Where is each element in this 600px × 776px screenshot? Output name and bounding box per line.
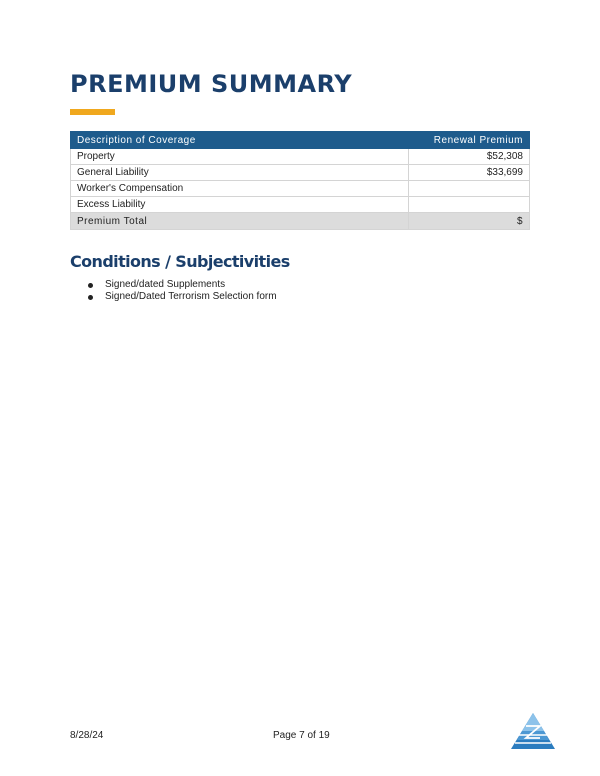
coverage-description: Excess Liability	[71, 197, 409, 213]
conditions-heading: Conditions / Subjectivities	[70, 252, 290, 271]
premium-total-value: $	[409, 213, 530, 230]
table-row	[71, 197, 530, 213]
list-item	[88, 279, 277, 291]
column-header-description: Description of Coverage	[71, 132, 409, 149]
coverage-premium	[409, 181, 530, 197]
conditions-list	[88, 279, 277, 303]
footer-date: 8/28/24	[70, 730, 104, 741]
coverage-description: General Liability	[71, 165, 409, 181]
coverage-premium: $33,699	[409, 165, 530, 181]
condition-text: Signed/Dated Terrorism Selection form	[105, 291, 277, 302]
coverage-description: Property	[71, 149, 409, 165]
coverage-premium: $52,308	[409, 149, 530, 165]
premium-summary-table	[70, 131, 530, 230]
bullet-icon	[88, 295, 93, 300]
table-row	[71, 165, 530, 181]
page-title: PREMIUM SUMMARY	[70, 70, 353, 98]
bullet-icon	[88, 283, 93, 288]
coverage-description: Worker's Compensation	[71, 181, 409, 197]
column-header-renewal-premium: Renewal Premium	[409, 132, 530, 149]
list-item	[88, 291, 277, 303]
condition-text: Signed/dated Supplements	[105, 279, 226, 290]
premium-total-row	[71, 213, 530, 230]
table-row	[71, 149, 530, 165]
premium-total-label: Premium Total	[71, 213, 409, 230]
title-accent-bar	[70, 109, 115, 115]
pyramid-logo-icon	[510, 712, 556, 750]
table-row	[71, 181, 530, 197]
coverage-premium	[409, 197, 530, 213]
table-header-row	[71, 132, 530, 149]
footer-page-number: Page 7 of 19	[273, 730, 330, 741]
